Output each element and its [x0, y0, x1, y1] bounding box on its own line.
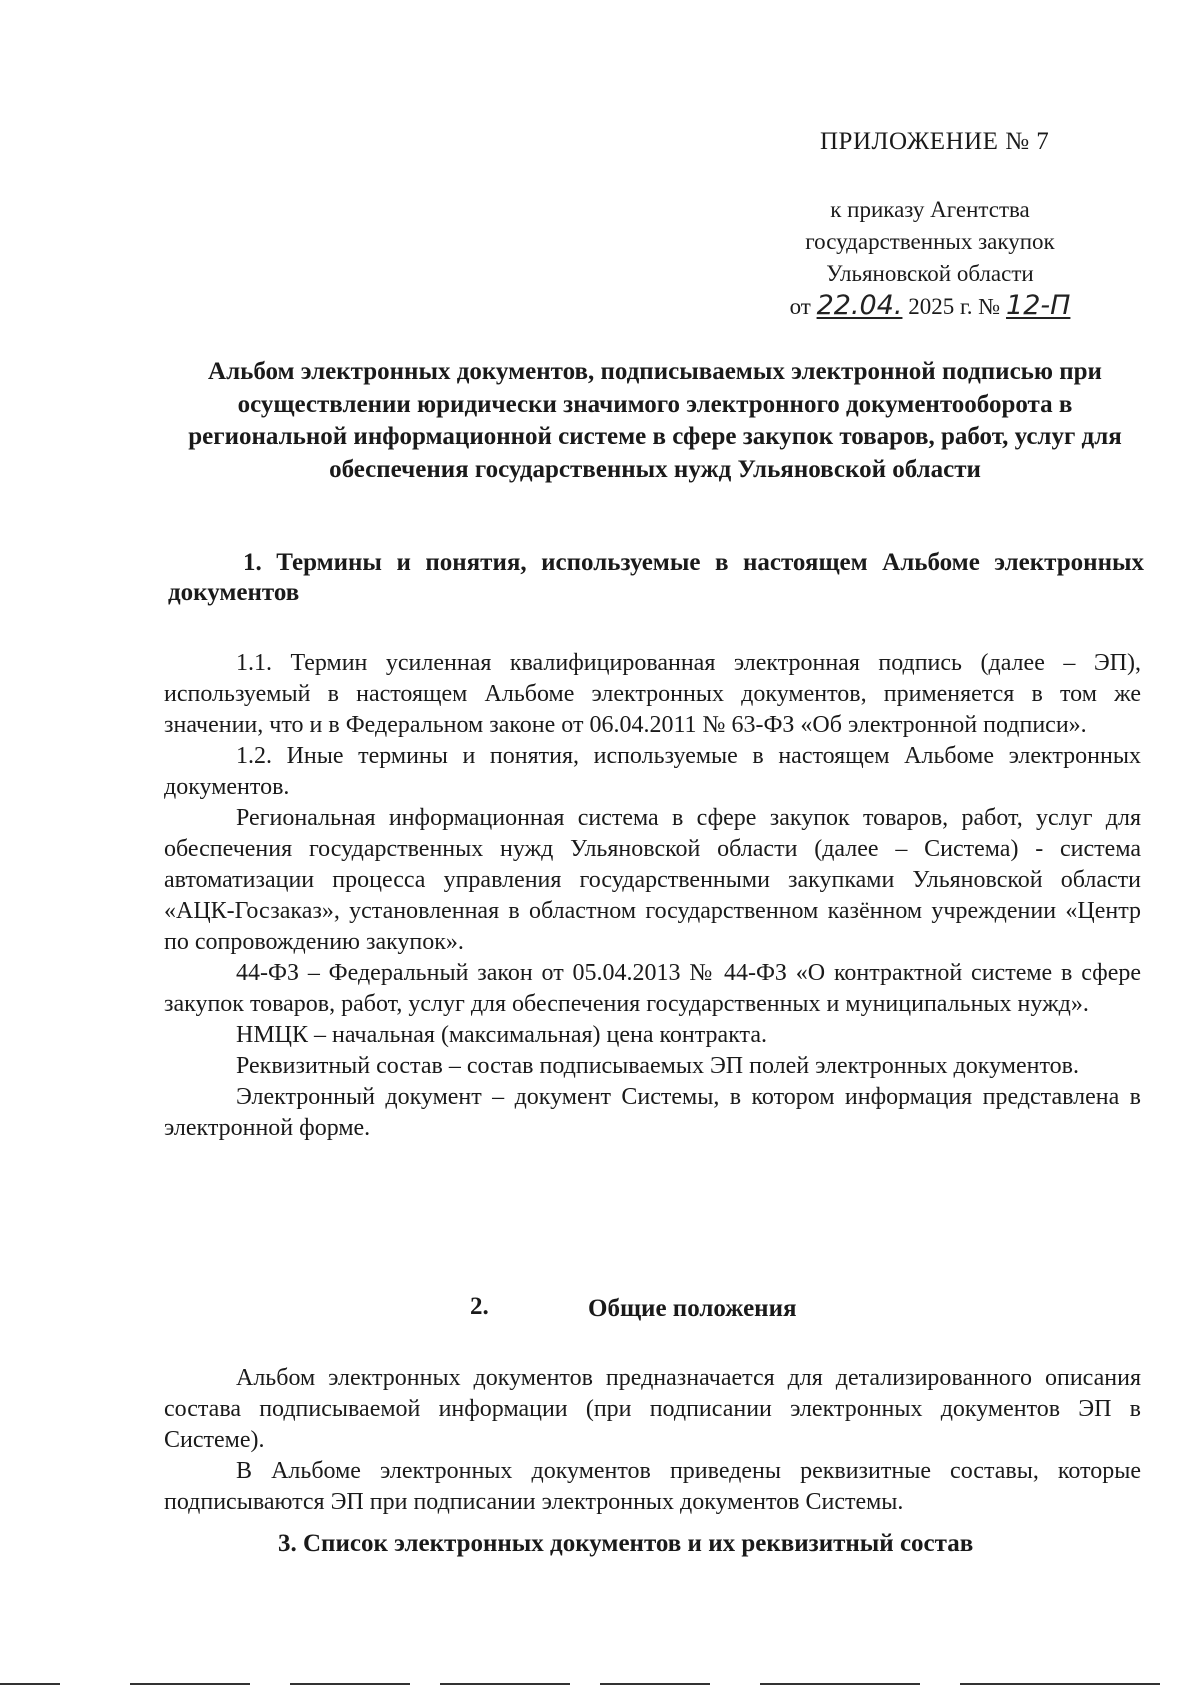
rule-segment	[440, 1683, 570, 1685]
order-line-1: к приказу Агентства	[830, 197, 1030, 222]
paragraph: В Альбоме электронных документов приведены реквизитные составы, которые подписываются ЭП при подписании электронных документов Системы.	[164, 1458, 1141, 1515]
bottom-scan-rule	[0, 1683, 1200, 1686]
paragraph: 1.1. Термин усиленная квалифицированная электронная подпись (далее – ЭП), используемый в настоящем Альбоме электронных документов, применяется в том же значении, что и в Федеральном законе от 06.04.2011 № 63-ФЗ «Об электронной подписи».	[164, 650, 1141, 738]
section-1-body	[164, 648, 1141, 1144]
paragraph: Альбом электронных документов предназначается для детализированного описания состава подписываемой информации (при подписании электронных документов ЭП в Системе).	[164, 1365, 1141, 1453]
section-1-heading: 1. Термины и понятия, используемые в настоящем Альбоме электронных документов	[168, 549, 1144, 606]
paragraph: 1.2. Иные термины и понятия, используемые в настоящем Альбоме электронных документов.	[164, 743, 1141, 800]
rule-segment	[600, 1683, 710, 1685]
rule-segment	[760, 1683, 920, 1685]
section-3-heading: 3. Список электронных документов и их реквизитный состав	[278, 1530, 974, 1557]
order-line-3: Ульяновской области	[826, 261, 1034, 286]
date-year: 2025 г. №	[908, 294, 1001, 319]
order-reference	[760, 194, 1100, 323]
order-line-2: государственных закупок	[805, 229, 1055, 254]
paragraph: Электронный документ – документ Системы, в котором информация представлена в электронной форме.	[164, 1084, 1141, 1141]
order-date-line	[760, 290, 1100, 323]
rule-segment	[290, 1683, 410, 1685]
paragraph: Региональная информационная система в сфере закупок товаров, работ, услуг для обеспечения государственных нужд Ульяновской области (далее – Система) - система автоматизации процесса управления государственными закупками Ульяновской области «АЦК-Госзаказ», установленная в областном государственном казённом учреждении «Центр по сопровождению закупок».	[164, 805, 1141, 955]
rule-segment	[960, 1683, 1160, 1685]
rule-segment	[130, 1683, 250, 1685]
paragraph: НМЦК – начальная (максимальная) цена контракта.	[236, 1022, 767, 1048]
handwritten-date: 22.04.	[816, 290, 903, 321]
section-2-number: 2.	[470, 1293, 489, 1320]
rule-segment	[0, 1683, 60, 1685]
section-2-heading: Общие положения	[588, 1295, 797, 1322]
section-2-body	[164, 1363, 1141, 1518]
appendix-title: ПРИЛОЖЕНИЕ № 7	[820, 128, 1050, 155]
paragraph: Реквизитный состав – состав подписываемых ЭП полей электронных документов.	[236, 1053, 1079, 1079]
handwritten-number: 12-П	[1006, 290, 1071, 321]
document-title: Альбом электронных документов, подписываемых электронной подписью при осуществлении юридически значимого электронного документооборота в региональной информационной системе в сфере закупок товаров, работ, услуг для обеспечения государственных нужд Ульяновской области	[188, 358, 1122, 483]
date-prefix: от	[789, 294, 811, 319]
paragraph: 44-ФЗ – Федеральный закон от 05.04.2013 № 44-ФЗ «О контрактной системе в сфере закупок товаров, работ, услуг для обеспечения государственных и муниципальных нужд».	[164, 960, 1141, 1017]
